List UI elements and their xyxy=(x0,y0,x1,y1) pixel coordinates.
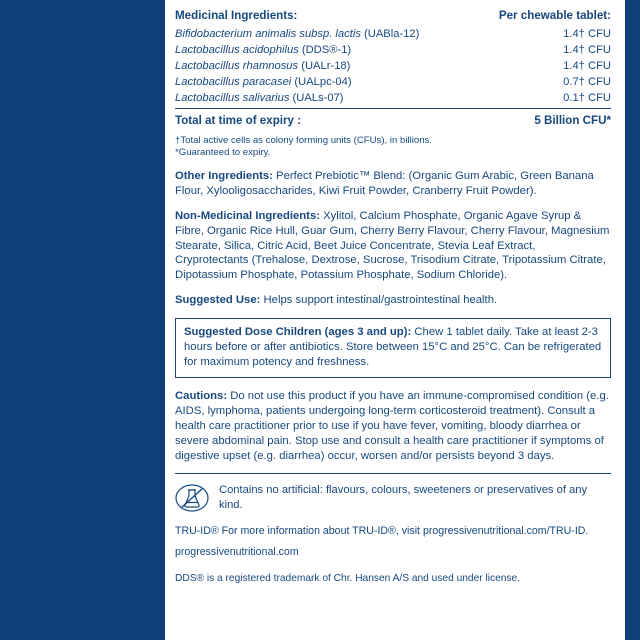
table-header-left: Medicinal Ingredients: xyxy=(175,9,298,22)
ingredient-cell xyxy=(175,26,467,42)
ingredient-amount: 0.7† CFU xyxy=(563,76,611,89)
ingredient-amount: 0.1† CFU xyxy=(563,92,611,105)
right-blue-band xyxy=(625,0,640,640)
table-footnotes xyxy=(175,135,611,160)
ingredient-amount: 1.4† CFU xyxy=(563,44,611,57)
cautions-paragraph xyxy=(175,389,611,464)
medicinal-ingredients-table xyxy=(175,8,611,130)
ingredient-name: Lactobacillus paracasei xyxy=(175,76,292,89)
total-value: 5 Billion CFU* xyxy=(534,114,611,128)
no-artificial-badge xyxy=(175,483,611,512)
footnote-asterisk: *Guaranteed to expiry. xyxy=(175,147,271,159)
cautions-text: Do not use this product if you have an immune-compromised condition (e.g. AIDS, lymphoma, patients undergoing long-term corticosteroid treatment). Consult a health care practitioner prior to use if you have fever, vomiting, bloody diarrhea or severe abdominal pain. Stop use and consult a health care practitioner if symptoms of digestive upset (e.g. diarrhea) occur, worsen and/or persists beyond 3 days. xyxy=(175,389,609,462)
table-row xyxy=(175,90,611,106)
non-medicinal-text: Xylitol, Calcium Phosphate, Organic Agave Syrup & Fibre, Organic Rice Hull, Guar Gum, Cherry Berry Flavour, Cherry Flavour, Magnesium Stearate, Silica, Citric Acid, Beet Juice Concentrate, Stevia Leaf Extract, Cryprotectants (Trehalose, Dextrose, Sucrose, Trisodium Citrate, Tripotassium Citrate, Dipotassium Phosphate, Potassium Phosphate, Sodium Chloride). xyxy=(175,209,610,282)
suggested-use-label: Suggested Use: xyxy=(175,294,261,307)
badge-divider xyxy=(175,473,611,474)
tru-id-line: TRU-ID® For more information about TRU-ID®, visit progressivenutritional.com/TRU-ID. xyxy=(175,524,589,537)
ingredient-strain: (UALpc-04) xyxy=(291,76,352,89)
other-ingredients-label: Other Ingredients: xyxy=(175,169,273,182)
no-artificial-text: Contains no artificial: flavours, colours, sweeteners or preservatives of any kind. xyxy=(219,484,588,511)
table-row xyxy=(175,26,611,42)
ingredient-amount: 1.4† CFU xyxy=(563,28,611,41)
table-header-row xyxy=(175,8,611,26)
total-row xyxy=(175,112,611,129)
table-header-right: Per chewable tablet: xyxy=(498,9,611,22)
ingredient-cell xyxy=(175,74,467,90)
horizontal-rule xyxy=(175,108,611,109)
label-content xyxy=(165,0,625,640)
ingredient-strain: (UABla-12) xyxy=(360,28,420,41)
footer-block xyxy=(175,525,611,586)
ingredient-strain: (UALr-18) xyxy=(298,60,351,73)
website-url[interactable]: progressivenutritional.com xyxy=(175,545,299,558)
other-ingredients-paragraph xyxy=(175,169,611,199)
cautions-label: Cautions: xyxy=(175,389,228,402)
non-medicinal-label: Non-Medicinal Ingredients: xyxy=(175,209,320,222)
table-row xyxy=(175,74,611,90)
suggested-use-text: Helps support intestinal/gastrointestinal health. xyxy=(260,294,498,307)
ingredient-cell xyxy=(175,58,467,74)
ingredient-cell xyxy=(175,90,467,106)
suggested-use-paragraph xyxy=(175,293,611,308)
table-row xyxy=(175,42,611,58)
trademark-note: DDS® is a registered trademark of Chr. Hansen A/S and used under license. xyxy=(175,573,521,585)
left-blue-band xyxy=(0,0,165,640)
suggested-dose-text: Chew 1 tablet daily. Take at least 2-3 hours before or after antibiotics. Store between 15°C and 25°C. Can be refrigerated for maximum potency and freshness. xyxy=(184,326,602,368)
ingredient-cell xyxy=(175,42,467,58)
no-artificial-flask-icon xyxy=(175,484,209,512)
suggested-dose-box xyxy=(175,318,611,378)
non-medicinal-paragraph xyxy=(175,209,611,284)
ingredient-strain: (DDS®-1) xyxy=(298,44,352,57)
suggested-dose-label: Suggested Dose Children (ages 3 and up): xyxy=(184,326,412,339)
footnote-dagger: †Total active cells as colony forming units (CFUs), in billions. xyxy=(175,134,432,146)
ingredient-amount: 1.4† CFU xyxy=(563,60,611,73)
ingredient-strain: (UALs-07) xyxy=(289,92,344,105)
ingredient-name: Lactobacillus salivarius xyxy=(175,92,290,105)
total-label: Total at time of expiry : xyxy=(175,114,302,128)
ingredient-name: Lactobacillus rhamnosus xyxy=(175,60,299,73)
ingredient-name: Bifidobacterium animalis subsp. lactis xyxy=(175,28,361,41)
other-ingredients-text: Perfect Prebiotic™ Blend: (Organic Gum Arabic, Green Banana Flour, Xylooligosaccharides, Kiwi Fruit Powder, Cranberry Fruit Powder). xyxy=(175,169,594,197)
ingredient-name: Lactobacillus acidophilus xyxy=(175,44,299,57)
table-row xyxy=(175,58,611,74)
